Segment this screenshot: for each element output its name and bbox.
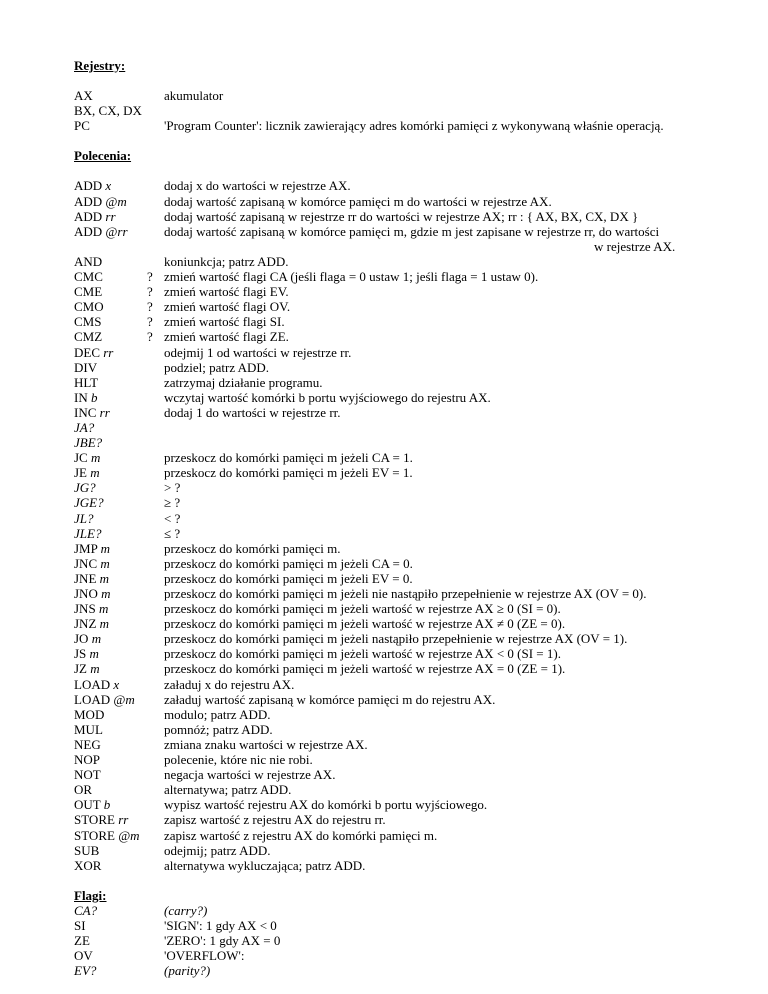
command-desc: załaduj wartość zapisaną w komórce pamięci m do rejestru AX. <box>164 691 496 707</box>
command-arg: b <box>90 389 98 405</box>
command-name <box>74 767 164 782</box>
uncertain-mark: ? <box>147 299 153 315</box>
command-arg: @m <box>113 691 135 707</box>
command-desc: przeskocz do komórki pamięci m jeżeli EV = 1. <box>164 465 413 481</box>
command-name <box>74 737 164 752</box>
command-name <box>74 677 164 692</box>
command-arg: JGE? <box>74 495 104 511</box>
flag-keyword: OV <box>74 948 93 964</box>
command-keyword: OUT <box>74 797 104 813</box>
command-name <box>74 556 164 571</box>
command-keyword: STORE <box>74 827 119 843</box>
command-keyword: CMO <box>74 299 104 315</box>
command-row <box>74 571 754 586</box>
uncertain-mark: ? <box>147 329 153 345</box>
commands-heading: Polecenia: <box>74 148 132 164</box>
add-group <box>74 178 754 253</box>
flag-desc: 'OVERFLOW': <box>164 948 245 964</box>
command-arg: x <box>105 178 112 194</box>
command-keyword: INC <box>74 404 100 420</box>
command-name <box>74 646 164 661</box>
command-keyword: JC <box>74 450 91 466</box>
command-arg: rr <box>99 404 110 420</box>
command-keyword: JS <box>74 646 90 662</box>
command-name <box>74 828 164 843</box>
command-row <box>74 737 754 752</box>
command-arg: JBE? <box>74 435 103 451</box>
flag-keyword: ZE <box>74 933 90 949</box>
command-desc: przeskocz do komórki pamięci m jeżeli CA = 0. <box>164 555 413 571</box>
command-name <box>74 390 164 405</box>
main-command-list <box>74 254 754 873</box>
command-row <box>74 390 754 405</box>
command-row <box>74 480 754 495</box>
registers-heading: Rejestry: <box>74 58 126 73</box>
flag-uncertain-name: EV? <box>74 963 97 979</box>
command-desc: odejmij 1 od wartości w rejestrze rr. <box>164 344 352 360</box>
command-desc: zapisz wartość z rejestru AX do rejestru rr. <box>164 812 386 828</box>
command-row <box>74 858 754 873</box>
command-keyword: MUL <box>74 721 103 737</box>
command-desc: zmiana znaku wartości w rejestrze AX. <box>164 736 368 752</box>
register-row <box>74 103 754 118</box>
command-row <box>74 677 754 692</box>
command-row <box>74 722 754 737</box>
command-row <box>74 556 754 571</box>
command-row <box>74 782 754 797</box>
command-name <box>74 450 164 465</box>
command-name <box>74 465 164 480</box>
command-name <box>74 752 164 767</box>
command-arg: m <box>90 661 100 677</box>
command-desc: zmień wartość flagi CA (jeśli flaga = 0 ustaw 1; jeśli flaga = 1 ustaw 0). <box>164 269 539 285</box>
command-name <box>74 692 164 707</box>
command-desc: przeskocz do komórki pamięci m jeżeli wartość w rejestrze AX < 0 (SI = 1). <box>164 646 561 662</box>
command-keyword: IN <box>74 389 91 405</box>
uncertain-mark: ? <box>147 269 153 285</box>
register-row <box>74 118 754 133</box>
command-arg: rr <box>103 344 114 360</box>
command-name <box>74 345 164 360</box>
command-keyword: AND <box>74 253 103 269</box>
command-keyword: DIV <box>74 359 98 375</box>
register-desc: 'Program Counter': licznik zawierający adres komórki pamięci z wykonywaną właśnie operacją. <box>164 118 664 134</box>
command-keyword: NOT <box>74 767 101 783</box>
command-row <box>74 299 754 314</box>
command-name <box>74 329 164 344</box>
command-keyword: ADD <box>74 223 106 239</box>
command-desc: polecenie, które nic nie robi. <box>164 752 313 768</box>
flag-uncertain-name: CA? <box>74 902 98 918</box>
command-desc: wypisz wartość rejestru AX do komórki b portu wyjściowego. <box>164 797 488 813</box>
command-keyword: DEC <box>74 344 104 360</box>
register-desc: akumulator <box>164 88 224 104</box>
command-name <box>74 843 164 858</box>
flag-keyword: SI <box>74 917 86 933</box>
command-arg: b <box>103 797 111 813</box>
command-row <box>74 541 754 556</box>
command-arg: m <box>99 616 110 632</box>
command-row <box>74 465 754 480</box>
command-arg: m <box>90 465 100 481</box>
command-name <box>74 707 164 722</box>
command-row <box>74 692 754 707</box>
command-row <box>74 405 754 420</box>
command-arg: JA? <box>74 419 95 435</box>
command-row <box>74 329 754 344</box>
command-desc: dodaj wartość zapisaną w rejestrze rr do wartości w rejestrze AX; rr : { AX, BX, CX, DX } <box>164 208 639 224</box>
command-arg: JG? <box>74 480 96 496</box>
command-keyword: CME <box>74 284 103 300</box>
command-keyword: CMC <box>74 269 103 285</box>
command-name <box>74 224 164 239</box>
command-row <box>74 360 754 375</box>
command-row <box>74 586 754 601</box>
command-keyword: HLT <box>74 374 99 390</box>
command-desc: negacja wartości w rejestrze AX. <box>164 767 336 783</box>
command-keyword: CMZ <box>74 329 103 345</box>
command-keyword: XOR <box>74 857 102 873</box>
command-keyword: ADD <box>74 193 106 209</box>
command-desc: przeskocz do komórki pamięci m jeżeli nastąpiło przepełnienie w rejestrze AX (OV = 1). <box>164 631 628 647</box>
flag-desc: (carry?) <box>164 902 208 918</box>
command-desc: < ? <box>164 510 181 526</box>
command-name <box>74 375 164 390</box>
command-arg: JLE? <box>74 525 102 541</box>
flag-name <box>74 963 164 978</box>
command-row <box>74 707 754 722</box>
command-desc: > ? <box>164 480 181 496</box>
command-arg: m <box>91 631 102 647</box>
command-name <box>74 586 164 601</box>
uncertain-mark: ? <box>147 314 153 330</box>
command-keyword: JNC <box>74 555 101 571</box>
command-row <box>74 797 754 812</box>
command-keyword: NOP <box>74 752 101 768</box>
command-desc: wczytaj wartość komórki b portu wyjściowego do rejestru AX. <box>164 389 491 405</box>
command-name <box>74 405 164 420</box>
flag-desc: 'ZERO': 1 gdy AX = 0 <box>164 933 281 949</box>
command-arg: m <box>100 540 111 556</box>
flag-desc: 'SIGN': 1 gdy AX < 0 <box>164 917 277 933</box>
command-arg: m <box>100 555 110 571</box>
command-row <box>74 209 754 224</box>
command-arg: rr <box>105 208 116 224</box>
register-name: PC <box>74 118 90 134</box>
register-desc <box>164 103 754 118</box>
command-desc: przeskocz do komórki pamięci m jeżeli wartość w rejestrze AX ≠ 0 (ZE = 0). <box>164 616 566 632</box>
uncertain-mark: ? <box>147 284 153 300</box>
command-row <box>74 450 754 465</box>
register-name: BX, CX, DX <box>74 103 142 119</box>
command-keyword: JNZ <box>74 616 100 632</box>
command-row <box>74 767 754 782</box>
command-keyword: JMP <box>74 540 101 556</box>
command-name <box>74 420 164 435</box>
command-name <box>74 601 164 616</box>
command-keyword: JZ <box>74 661 91 677</box>
command-desc: alternatywa; patrz ADD. <box>164 782 292 798</box>
command-name <box>74 722 164 737</box>
command-name <box>74 284 164 299</box>
command-name <box>74 616 164 631</box>
command-keyword: JNO <box>74 586 102 601</box>
command-desc: dodaj wartość zapisaną w komórce pamięci m do wartości w rejestrze AX. <box>164 193 552 209</box>
command-row <box>74 616 754 631</box>
command-row <box>74 601 754 616</box>
command-desc: zapisz wartość z rejestru AX do komórki pamięci m. <box>164 827 438 843</box>
command-arg: m <box>90 450 101 466</box>
command-name <box>74 299 164 314</box>
command-keyword: LOAD <box>74 691 114 707</box>
flags-list <box>74 903 754 978</box>
command-arg: rr <box>118 812 129 828</box>
command-desc: zmień wartość flagi SI. <box>164 314 285 330</box>
command-arg: x <box>113 676 120 692</box>
command-row <box>74 375 754 390</box>
flag-row <box>74 948 754 963</box>
command-desc: przeskocz do komórki pamięci m jeżeli wartość w rejestrze AX ≥ 0 (SI = 0). <box>164 601 561 617</box>
command-name <box>74 480 164 495</box>
command-row <box>74 511 754 526</box>
command-row <box>74 646 754 661</box>
command-name <box>74 631 164 646</box>
command-row <box>74 284 754 299</box>
command-keyword: JO <box>74 631 92 647</box>
command-name <box>74 797 164 812</box>
command-keyword: CMS <box>74 314 102 330</box>
command-name <box>74 526 164 541</box>
command-keyword: ADD <box>74 208 106 224</box>
command-arg: @rr <box>105 223 128 239</box>
command-desc: podziel; patrz ADD. <box>164 359 270 375</box>
command-row <box>74 812 754 827</box>
command-name <box>74 495 164 510</box>
command-desc: załaduj x do rejestru AX. <box>164 676 295 692</box>
command-name <box>74 269 164 284</box>
command-row <box>74 420 754 435</box>
command-desc: przeskocz do komórki pamięci m. <box>164 540 341 556</box>
command-name <box>74 661 164 676</box>
command-arg: JL? <box>74 510 94 526</box>
command-desc: w rejestrze AX. <box>594 238 676 254</box>
command-keyword: LOAD <box>74 676 114 692</box>
flag-row <box>74 933 754 948</box>
command-desc: modulo; patrz ADD. <box>164 706 271 722</box>
command-keyword: ADD <box>74 178 106 194</box>
command-desc: ≥ ? <box>164 495 181 511</box>
command-desc: koniunkcja; patrz ADD. <box>164 253 289 269</box>
command-name <box>74 541 164 556</box>
command-arg: @m <box>118 827 140 843</box>
command-desc: odejmij; patrz ADD. <box>164 842 271 858</box>
command-desc: przeskocz do komórki pamięci m jeżeli wartość w rejestrze AX = 0 (ZE = 1). <box>164 661 566 677</box>
command-row <box>74 828 754 843</box>
register-row <box>74 88 754 103</box>
command-name <box>74 435 164 450</box>
command-name <box>74 314 164 329</box>
command-name <box>74 178 164 193</box>
flag-name <box>74 903 164 918</box>
command-row <box>74 526 754 541</box>
command-desc: dodaj 1 do wartości w rejestrze rr. <box>164 404 341 420</box>
command-desc: przeskocz do komórki pamięci m jeżeli CA = 1. <box>164 450 413 466</box>
command-arg: m <box>89 646 99 662</box>
command-desc: przeskocz do komórki pamięci m jeżeli nie nastąpiło przepełnienie w rejestrze AX (OV = 0). <box>164 586 647 601</box>
command-arg: m <box>99 570 110 586</box>
command-keyword: MOD <box>74 706 105 722</box>
command-keyword: JNS <box>74 601 99 617</box>
command-keyword: OR <box>74 782 93 798</box>
command-row <box>74 269 754 284</box>
command-keyword: JE <box>74 465 91 481</box>
command-row <box>74 314 754 329</box>
command-arg: m <box>98 601 109 617</box>
command-desc <box>164 420 754 435</box>
command-desc: alternatywa wykluczająca; patrz ADD. <box>164 857 366 873</box>
command-row <box>74 843 754 858</box>
command-name <box>74 254 164 269</box>
command-arg: @m <box>105 193 127 209</box>
flag-name <box>74 918 164 933</box>
command-row <box>74 631 754 646</box>
command-keyword: STORE <box>74 812 119 828</box>
register-name: AX <box>74 88 93 104</box>
flag-name <box>74 933 164 948</box>
flag-row <box>74 918 754 933</box>
command-keyword: JNE <box>74 570 100 586</box>
command-desc: zmień wartość flagi OV. <box>164 299 291 315</box>
command-row <box>74 178 754 193</box>
command-name <box>74 812 164 827</box>
flag-desc: (parity?) <box>164 963 211 979</box>
command-desc: ≤ ? <box>164 525 181 541</box>
flag-row <box>74 903 754 918</box>
command-name <box>74 194 164 209</box>
command-desc: dodaj x do wartości w rejestrze AX. <box>164 178 351 194</box>
command-desc: dodaj wartość zapisaną w komórce pamięci m, gdzie m jest zapisane w rejestrze rr, do wartości <box>164 223 660 239</box>
command-row <box>74 224 754 239</box>
command-desc: zmień wartość flagi EV. <box>164 284 289 300</box>
flag-row <box>74 963 754 978</box>
command-row <box>74 495 754 510</box>
command-name <box>74 858 164 873</box>
command-desc: zmień wartość flagi ZE. <box>164 329 289 345</box>
command-name <box>74 782 164 797</box>
command-arg: m <box>101 586 111 601</box>
command-row <box>74 194 754 209</box>
command-row <box>74 254 754 269</box>
command-desc: zatrzymaj działanie programu. <box>164 374 323 390</box>
document-page <box>74 58 754 978</box>
command-row <box>74 752 754 767</box>
flags-heading: Flagi: <box>74 887 107 903</box>
command-name <box>74 571 164 586</box>
flag-name <box>74 948 164 963</box>
command-row <box>74 435 754 450</box>
command-row-continuation <box>74 239 754 254</box>
command-row <box>74 345 754 360</box>
command-name <box>74 360 164 375</box>
command-desc: pomnóż; patrz ADD. <box>164 721 273 737</box>
command-name <box>74 209 164 224</box>
command-name <box>74 239 164 254</box>
command-keyword: NEG <box>74 736 101 752</box>
command-name <box>74 511 164 526</box>
command-desc: przeskocz do komórki pamięci m jeżeli EV = 0. <box>164 570 413 586</box>
command-desc <box>164 435 754 450</box>
command-row <box>74 661 754 676</box>
command-keyword: SUB <box>74 842 100 858</box>
